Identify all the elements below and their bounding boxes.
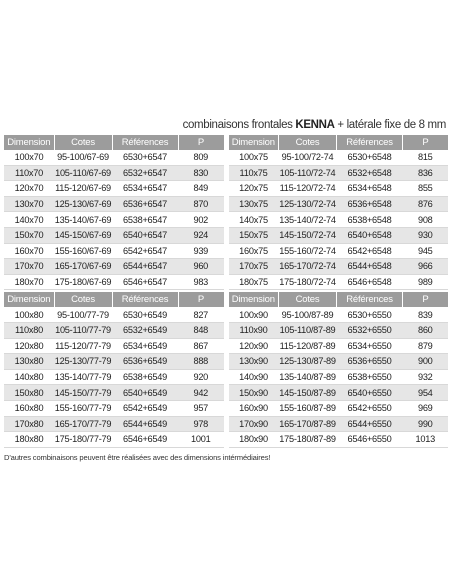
reference-cell: 6530+6548 xyxy=(337,150,403,165)
table-row xyxy=(4,274,224,290)
cotes-cell: 175-180/87-89 xyxy=(279,432,337,448)
dimension-cell: 160x80 xyxy=(4,400,54,416)
cotes-cell: 95-100/87-89 xyxy=(279,307,337,322)
table-row xyxy=(229,416,449,432)
table-header-row xyxy=(4,135,224,150)
price-cell: 960 xyxy=(178,259,224,275)
reference-cell: 6538+6547 xyxy=(112,212,178,228)
price-cell: 957 xyxy=(178,400,224,416)
dimension-cell: 140x90 xyxy=(229,369,279,385)
header-references-col: Références xyxy=(112,135,178,150)
price-cell: 827 xyxy=(178,307,224,322)
title-prefix: combinaisons frontales xyxy=(182,119,293,131)
header-references-col: Références xyxy=(337,135,403,150)
header-cotes-col: Cotes xyxy=(54,292,112,307)
dimension-cell: 110x90 xyxy=(229,322,279,338)
cotes-cell: 165-170/72-74 xyxy=(279,259,337,275)
price-cell: 908 xyxy=(403,212,449,228)
cotes-cell: 145-150/77-79 xyxy=(54,385,112,401)
cotes-cell: 135-140/67-69 xyxy=(54,212,112,228)
table-row xyxy=(229,354,449,370)
header-price-col: P xyxy=(178,135,224,150)
table-row xyxy=(229,165,449,181)
reference-cell: 6542+6549 xyxy=(112,400,178,416)
cotes-cell: 155-160/77-79 xyxy=(54,400,112,416)
footnote: D'autres combinaisons peuvent être réalisées avec des dimensions intérmédiaires! xyxy=(4,453,271,462)
reference-cell: 6536+6549 xyxy=(112,354,178,370)
price-cell: 942 xyxy=(178,385,224,401)
price-cell: 900 xyxy=(403,354,449,370)
dimension-cell: 100x90 xyxy=(229,307,279,322)
price-cell: 902 xyxy=(178,212,224,228)
table-row xyxy=(4,416,224,432)
dimension-cell: 160x90 xyxy=(229,400,279,416)
reference-cell: 6540+6547 xyxy=(112,227,178,243)
table-row xyxy=(4,432,224,448)
table-row xyxy=(229,150,449,165)
reference-cell: 6544+6549 xyxy=(112,416,178,432)
cotes-cell: 135-140/72-74 xyxy=(279,212,337,228)
reference-cell: 6536+6548 xyxy=(337,196,403,212)
cotes-cell: 175-180/67-69 xyxy=(54,274,112,290)
price-cell: 848 xyxy=(178,322,224,338)
table-row xyxy=(229,181,449,197)
cotes-cell: 155-160/87-89 xyxy=(279,400,337,416)
price-cell: 945 xyxy=(403,243,449,259)
table-row xyxy=(229,338,449,354)
dimension-cell: 140x75 xyxy=(229,212,279,228)
table-row xyxy=(4,165,224,181)
dimension-cell: 110x80 xyxy=(4,322,54,338)
dimension-cell: 150x80 xyxy=(4,385,54,401)
cotes-cell: 115-120/67-69 xyxy=(54,181,112,197)
cotes-cell: 95-100/67-69 xyxy=(54,150,112,165)
header-price-col: P xyxy=(403,135,449,150)
price-cell: 867 xyxy=(178,338,224,354)
dimension-cell: 180x70 xyxy=(4,274,54,290)
table-row xyxy=(4,212,224,228)
table-row xyxy=(229,400,449,416)
cotes-cell: 165-170/77-79 xyxy=(54,416,112,432)
header-dimension-col: Dimension xyxy=(4,292,54,307)
dimension-cell: 120x70 xyxy=(4,181,54,197)
cotes-cell: 155-160/72-74 xyxy=(279,243,337,259)
reference-cell: 6530+6550 xyxy=(337,307,403,322)
price-table-left xyxy=(4,135,224,290)
cotes-cell: 105-110/77-79 xyxy=(54,322,112,338)
reference-cell: 6538+6548 xyxy=(337,212,403,228)
cotes-cell: 105-110/87-89 xyxy=(279,322,337,338)
cotes-cell: 175-180/72-74 xyxy=(279,274,337,290)
cotes-cell: 155-160/67-69 xyxy=(54,243,112,259)
reference-cell: 6546+6549 xyxy=(112,432,178,448)
page-title xyxy=(183,119,446,131)
reference-cell: 6538+6549 xyxy=(112,369,178,385)
reference-cell: 6532+6550 xyxy=(337,322,403,338)
table-row xyxy=(229,227,449,243)
title-suffix: + latérale fixe de 8 mm xyxy=(337,119,446,131)
dimension-cell: 180x75 xyxy=(229,274,279,290)
reference-cell: 6542+6548 xyxy=(337,243,403,259)
price-cell: 969 xyxy=(403,400,449,416)
table-row xyxy=(229,212,449,228)
cotes-cell: 115-120/87-89 xyxy=(279,338,337,354)
table-row xyxy=(229,274,449,290)
price-cell: 990 xyxy=(403,416,449,432)
table-header-row xyxy=(229,135,449,150)
table-row xyxy=(4,338,224,354)
header-cotes-col: Cotes xyxy=(279,135,337,150)
reference-cell: 6544+6548 xyxy=(337,259,403,275)
price-cell: 815 xyxy=(403,150,449,165)
reference-cell: 6542+6547 xyxy=(112,243,178,259)
dimension-cell: 140x80 xyxy=(4,369,54,385)
cotes-cell: 145-150/87-89 xyxy=(279,385,337,401)
price-cell: 954 xyxy=(403,385,449,401)
price-cell: 855 xyxy=(403,181,449,197)
reference-cell: 6536+6547 xyxy=(112,196,178,212)
dimension-cell: 150x75 xyxy=(229,227,279,243)
reference-cell: 6540+6550 xyxy=(337,385,403,401)
price-cell: 860 xyxy=(403,322,449,338)
price-cell: 809 xyxy=(178,150,224,165)
dimension-cell: 180x80 xyxy=(4,432,54,448)
reference-cell: 6530+6547 xyxy=(112,150,178,165)
price-table-right xyxy=(229,292,449,447)
price-cell: 830 xyxy=(178,165,224,181)
dimension-cell: 180x90 xyxy=(229,432,279,448)
dimension-cell: 130x90 xyxy=(229,354,279,370)
price-cell: 920 xyxy=(178,369,224,385)
cotes-cell: 135-140/87-89 xyxy=(279,369,337,385)
cotes-cell: 125-130/77-79 xyxy=(54,354,112,370)
dimension-cell: 160x75 xyxy=(229,243,279,259)
cotes-cell: 115-120/77-79 xyxy=(54,338,112,354)
table-row xyxy=(229,369,449,385)
price-cell: 870 xyxy=(178,196,224,212)
table-header-row xyxy=(229,292,449,307)
reference-cell: 6544+6550 xyxy=(337,416,403,432)
price-table-right xyxy=(229,135,449,290)
table-row xyxy=(4,322,224,338)
table-row xyxy=(229,385,449,401)
reference-cell: 6532+6548 xyxy=(337,165,403,181)
dimension-cell: 160x70 xyxy=(4,243,54,259)
dimension-cell: 170x90 xyxy=(229,416,279,432)
cotes-cell: 165-170/87-89 xyxy=(279,416,337,432)
price-cell: 932 xyxy=(403,369,449,385)
dimension-cell: 110x75 xyxy=(229,165,279,181)
reference-cell: 6532+6549 xyxy=(112,322,178,338)
price-cell: 939 xyxy=(178,243,224,259)
dimension-cell: 120x75 xyxy=(229,181,279,197)
table-row xyxy=(229,196,449,212)
reference-cell: 6532+6547 xyxy=(112,165,178,181)
price-cell: 1001 xyxy=(178,432,224,448)
cotes-cell: 125-130/67-69 xyxy=(54,196,112,212)
reference-cell: 6546+6550 xyxy=(337,432,403,448)
price-cell: 888 xyxy=(178,354,224,370)
dimension-cell: 130x80 xyxy=(4,354,54,370)
price-table-left xyxy=(4,292,224,447)
header-dimension-col: Dimension xyxy=(229,135,279,150)
reference-cell: 6530+6549 xyxy=(112,307,178,322)
cotes-cell: 125-130/87-89 xyxy=(279,354,337,370)
table-row xyxy=(4,354,224,370)
reference-cell: 6546+6548 xyxy=(337,274,403,290)
table-block xyxy=(4,135,448,290)
reference-cell: 6534+6549 xyxy=(112,338,178,354)
dimension-cell: 120x80 xyxy=(4,338,54,354)
reference-cell: 6544+6547 xyxy=(112,259,178,275)
table-row xyxy=(4,227,224,243)
cotes-cell: 175-180/77-79 xyxy=(54,432,112,448)
table-header-row xyxy=(4,292,224,307)
price-cell: 879 xyxy=(403,338,449,354)
header-price-col: P xyxy=(403,292,449,307)
dimension-cell: 100x70 xyxy=(4,150,54,165)
cotes-cell: 115-120/72-74 xyxy=(279,181,337,197)
price-cell: 930 xyxy=(403,227,449,243)
cotes-cell: 105-110/67-69 xyxy=(54,165,112,181)
price-cell: 836 xyxy=(403,165,449,181)
header-references-col: Références xyxy=(112,292,178,307)
reference-cell: 6540+6548 xyxy=(337,227,403,243)
table-row xyxy=(4,181,224,197)
cotes-cell: 95-100/77-79 xyxy=(54,307,112,322)
table-row xyxy=(229,432,449,448)
cotes-cell: 95-100/72-74 xyxy=(279,150,337,165)
table-row xyxy=(229,322,449,338)
table-row xyxy=(4,259,224,275)
reference-cell: 6534+6547 xyxy=(112,181,178,197)
table-block xyxy=(4,292,448,447)
table-row xyxy=(4,307,224,322)
price-tables xyxy=(4,135,448,449)
dimension-cell: 130x75 xyxy=(229,196,279,212)
cotes-cell: 135-140/77-79 xyxy=(54,369,112,385)
dimension-cell: 170x80 xyxy=(4,416,54,432)
dimension-cell: 150x70 xyxy=(4,227,54,243)
header-references-col: Références xyxy=(337,292,403,307)
table-row xyxy=(229,243,449,259)
price-cell: 989 xyxy=(403,274,449,290)
dimension-cell: 150x90 xyxy=(229,385,279,401)
price-cell: 839 xyxy=(403,307,449,322)
header-dimension-col: Dimension xyxy=(229,292,279,307)
cotes-cell: 145-150/72-74 xyxy=(279,227,337,243)
dimension-cell: 110x70 xyxy=(4,165,54,181)
cotes-cell: 145-150/67-69 xyxy=(54,227,112,243)
reference-cell: 6534+6548 xyxy=(337,181,403,197)
table-row xyxy=(4,243,224,259)
price-cell: 849 xyxy=(178,181,224,197)
header-price-col: P xyxy=(178,292,224,307)
table-row xyxy=(229,259,449,275)
reference-cell: 6536+6550 xyxy=(337,354,403,370)
reference-cell: 6534+6550 xyxy=(337,338,403,354)
header-cotes-col: Cotes xyxy=(54,135,112,150)
cotes-cell: 165-170/67-69 xyxy=(54,259,112,275)
price-cell: 924 xyxy=(178,227,224,243)
header-cotes-col: Cotes xyxy=(279,292,337,307)
price-cell: 983 xyxy=(178,274,224,290)
price-cell: 978 xyxy=(178,416,224,432)
dimension-cell: 130x70 xyxy=(4,196,54,212)
dimension-cell: 170x75 xyxy=(229,259,279,275)
price-cell: 1013 xyxy=(403,432,449,448)
header-dimension-col: Dimension xyxy=(4,135,54,150)
reference-cell: 6540+6549 xyxy=(112,385,178,401)
price-cell: 876 xyxy=(403,196,449,212)
table-row xyxy=(229,307,449,322)
dimension-cell: 120x90 xyxy=(229,338,279,354)
table-row xyxy=(4,196,224,212)
cotes-cell: 125-130/72-74 xyxy=(279,196,337,212)
table-row xyxy=(4,400,224,416)
reference-cell: 6538+6550 xyxy=(337,369,403,385)
price-cell: 966 xyxy=(403,259,449,275)
reference-cell: 6546+6547 xyxy=(112,274,178,290)
table-row xyxy=(4,369,224,385)
reference-cell: 6542+6550 xyxy=(337,400,403,416)
title-brand: KENNA xyxy=(295,119,335,131)
dimension-cell: 100x75 xyxy=(229,150,279,165)
table-row xyxy=(4,150,224,165)
dimension-cell: 140x70 xyxy=(4,212,54,228)
table-row xyxy=(4,385,224,401)
cotes-cell: 105-110/72-74 xyxy=(279,165,337,181)
dimension-cell: 170x70 xyxy=(4,259,54,275)
dimension-cell: 100x80 xyxy=(4,307,54,322)
